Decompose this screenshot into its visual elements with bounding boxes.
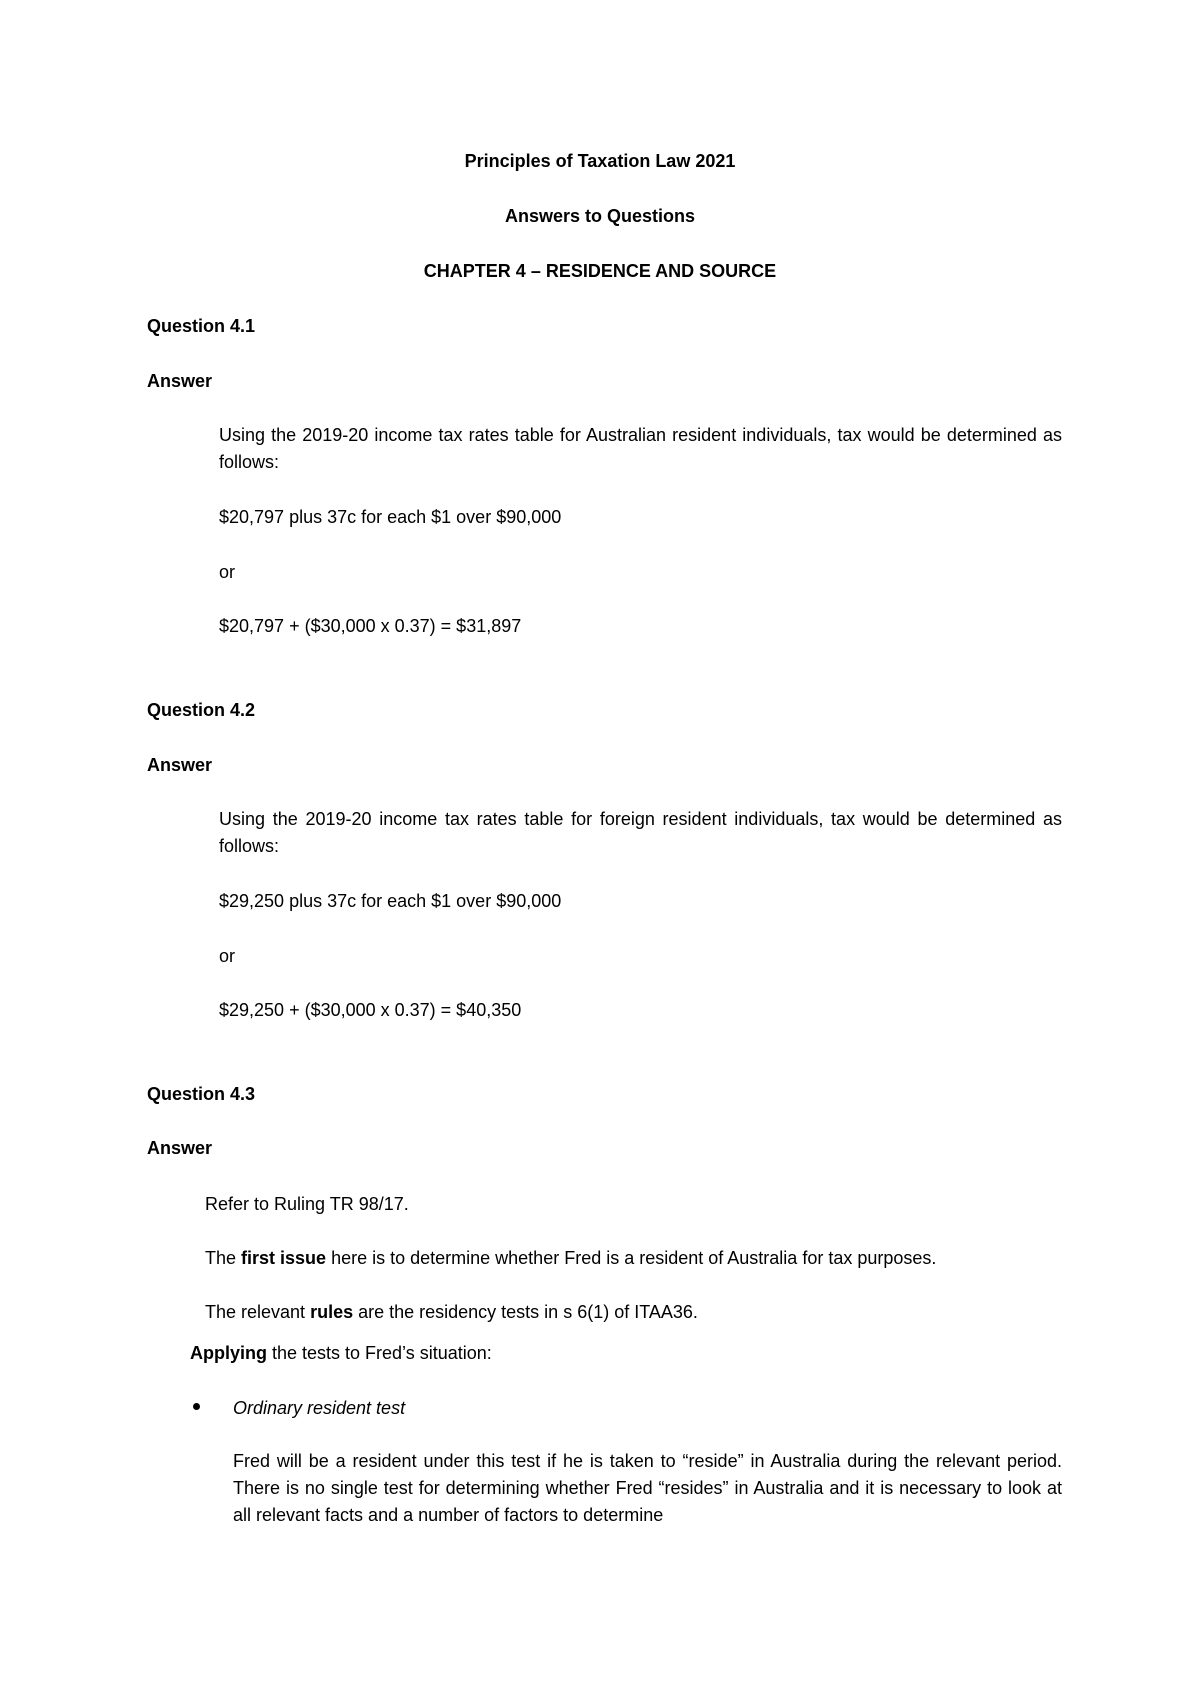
- question-4-3-issue-paragraph: [205, 1246, 936, 1270]
- question-4-2-or: or: [219, 946, 236, 966]
- applying-bold-text: Applying: [190, 1343, 267, 1363]
- bullet-icon: [193, 1403, 200, 1410]
- rules-pre-text: The relevant: [205, 1302, 311, 1322]
- question-4-1-line2: $20,797 + ($30,000 x 0.37) = $31,897: [219, 616, 522, 636]
- rules-bold-text: rules: [310, 1302, 354, 1322]
- issue-pre-text: The: [205, 1248, 242, 1268]
- chapter-heading: CHAPTER 4 – RESIDENCE AND SOURCE: [423, 261, 777, 281]
- question-4-3-rules-paragraph: [205, 1300, 698, 1324]
- ordinary-resident-test-text: Fred will be a resident under this test if he is taken to “reside” in Australia during the relevant period. There is no single test for determining whether Fred “resides” in Australia and it is necessary to look at all relevant facts and a number of factors to determine: [233, 1451, 1062, 1525]
- question-4-2-intro: Using the 2019-20 income tax rates table for foreign resident individuals, tax would be determined as follows:: [219, 809, 1062, 856]
- question-4-2-line1: $29,250 plus 37c for each $1 over $90,000: [219, 891, 562, 911]
- question-4-3-ruling: Refer to Ruling TR 98/17.: [205, 1194, 409, 1214]
- ordinary-resident-test-label: Ordinary resident test: [233, 1398, 406, 1418]
- document-title: Principles of Taxation Law 2021: [464, 151, 736, 171]
- question-4-1-answer-label: Answer: [147, 371, 213, 391]
- question-4-1-intro: Using the 2019-20 income tax rates table for Australian resident individuals, tax would be determined as follows:: [219, 425, 1062, 472]
- question-4-2-answer-label: Answer: [147, 755, 213, 775]
- issue-post-text: here is to determine whether Fred is a resident of Australia for tax purposes.: [326, 1248, 937, 1268]
- issue-bold-text: first issue: [241, 1248, 327, 1268]
- applying-post-text: the tests to Fred’s situation:: [267, 1343, 492, 1363]
- document-subtitle: Answers to Questions: [504, 206, 696, 226]
- question-4-1-or: or: [219, 562, 236, 582]
- question-4-3-heading: Question 4.3: [147, 1084, 256, 1104]
- rules-post-text: are the residency tests in s 6(1) of ITAA36.: [353, 1302, 698, 1322]
- question-4-3-applying-paragraph: [190, 1341, 492, 1365]
- question-4-2-heading: Question 4.2: [147, 700, 256, 720]
- question-4-1-line1: $20,797 plus 37c for each $1 over $90,000: [219, 507, 562, 527]
- question-4-2-line2: $29,250 + ($30,000 x 0.37) = $40,350: [219, 1000, 522, 1020]
- question-4-3-answer-label: Answer: [147, 1138, 213, 1158]
- question-4-1-heading: Question 4.1: [147, 316, 256, 336]
